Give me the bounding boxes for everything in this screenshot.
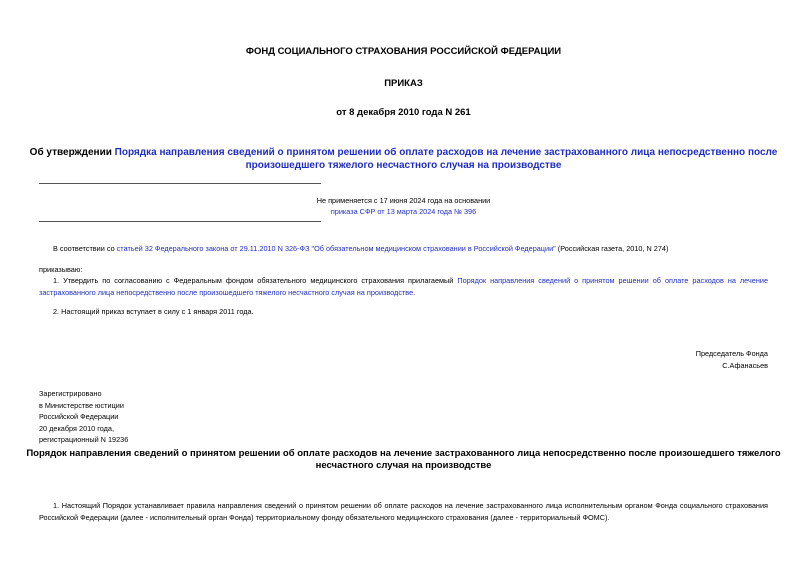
status-notice-text: Не применяется с 17 июня 2024 года на основании [316,196,491,205]
document-date-number: от 8 декабря 2010 года N 261 [336,107,471,118]
registration-line: в Министерстве юстиции [39,400,124,410]
registration-line: Зарегистрировано [39,389,102,398]
document-title [0,146,807,172]
signature-position: Председатель Фонда [695,349,768,358]
registration-line: 20 декабря 2010 года, [39,423,115,433]
order-word: приказываю: [39,265,83,274]
document-type-heading: ПРИКАЗ [384,78,423,89]
title-link-procedure[interactable]: Порядка направления сведений о принятом решении об оплате расходов на лечение застрахованного лица непосредственно после [114,147,778,158]
preamble-paragraph [39,243,768,255]
procedure-title-line2: несчастного случая на производстве [315,460,492,471]
divider-top [39,183,321,184]
item1-suffix: . [413,287,416,297]
organization-heading: ФОНД СОЦИАЛЬНОГО СТРАХОВАНИЯ РОССИЙСКОЙ ФЕДЕРАЦИИ [245,46,562,57]
registration-line: регистрационный N 19236 [39,435,129,444]
registration-block [39,388,128,446]
preamble-prefix: В соответствии со [53,244,117,253]
procedure-item-1: 1. Настоящий Порядок устанавливает правила направления сведений о принятом решении об оплате расходов на лечение застрахованного лица исполнительным органом Фонда социального страхования Российской Федерации (далее - исполнительный орган Фонда) территориальному фонду обязательного медицинского страхования (далее - территориальный ФОМС). [39,501,768,522]
title-prefix: Об утверждении [29,147,115,158]
registration-line: Российской Федерации [39,412,119,421]
status-notice [0,195,807,217]
signature-block [696,348,768,371]
title-link-procedure-cont[interactable]: произошедшего тяжелого несчастного случая на производстве [245,160,562,171]
order-item-2: 2. Настоящий приказ вступает в силу с 1 января 2011 года. [53,307,254,316]
procedure-title-line1: Порядок направления сведений о принятом решении об оплате расходов на лечение застрахованного лица непосредственно после произошедшего тяжелого [26,448,781,459]
procedure-title [0,448,807,472]
item1-prefix: 1. Утвердить по согласованию с Федеральным фондом обязательного медицинского страхования прилагаемый [53,276,458,285]
status-notice-link[interactable]: приказа СФР от 13 марта 2024 года № 396 [330,207,477,216]
signature-name: С.Афанасьев [722,360,768,370]
order-item-1 [39,275,768,298]
preamble-law-link[interactable]: статьей 32 Федерального закона от 29.11.2010 N 326-ФЗ "Об обязательном медицинском страховании в Российской Федерации" [116,244,556,253]
preamble-suffix: (Российская газета, 2010, N 274) [555,244,669,253]
item1-procedure-link[interactable]: Порядок направления сведений о принятом решении об оплате расходов на лечение застрахованного лица непосредственно после произошедшего тяжелого несчастного случая на производстве [39,276,768,297]
divider-bottom [39,221,321,222]
